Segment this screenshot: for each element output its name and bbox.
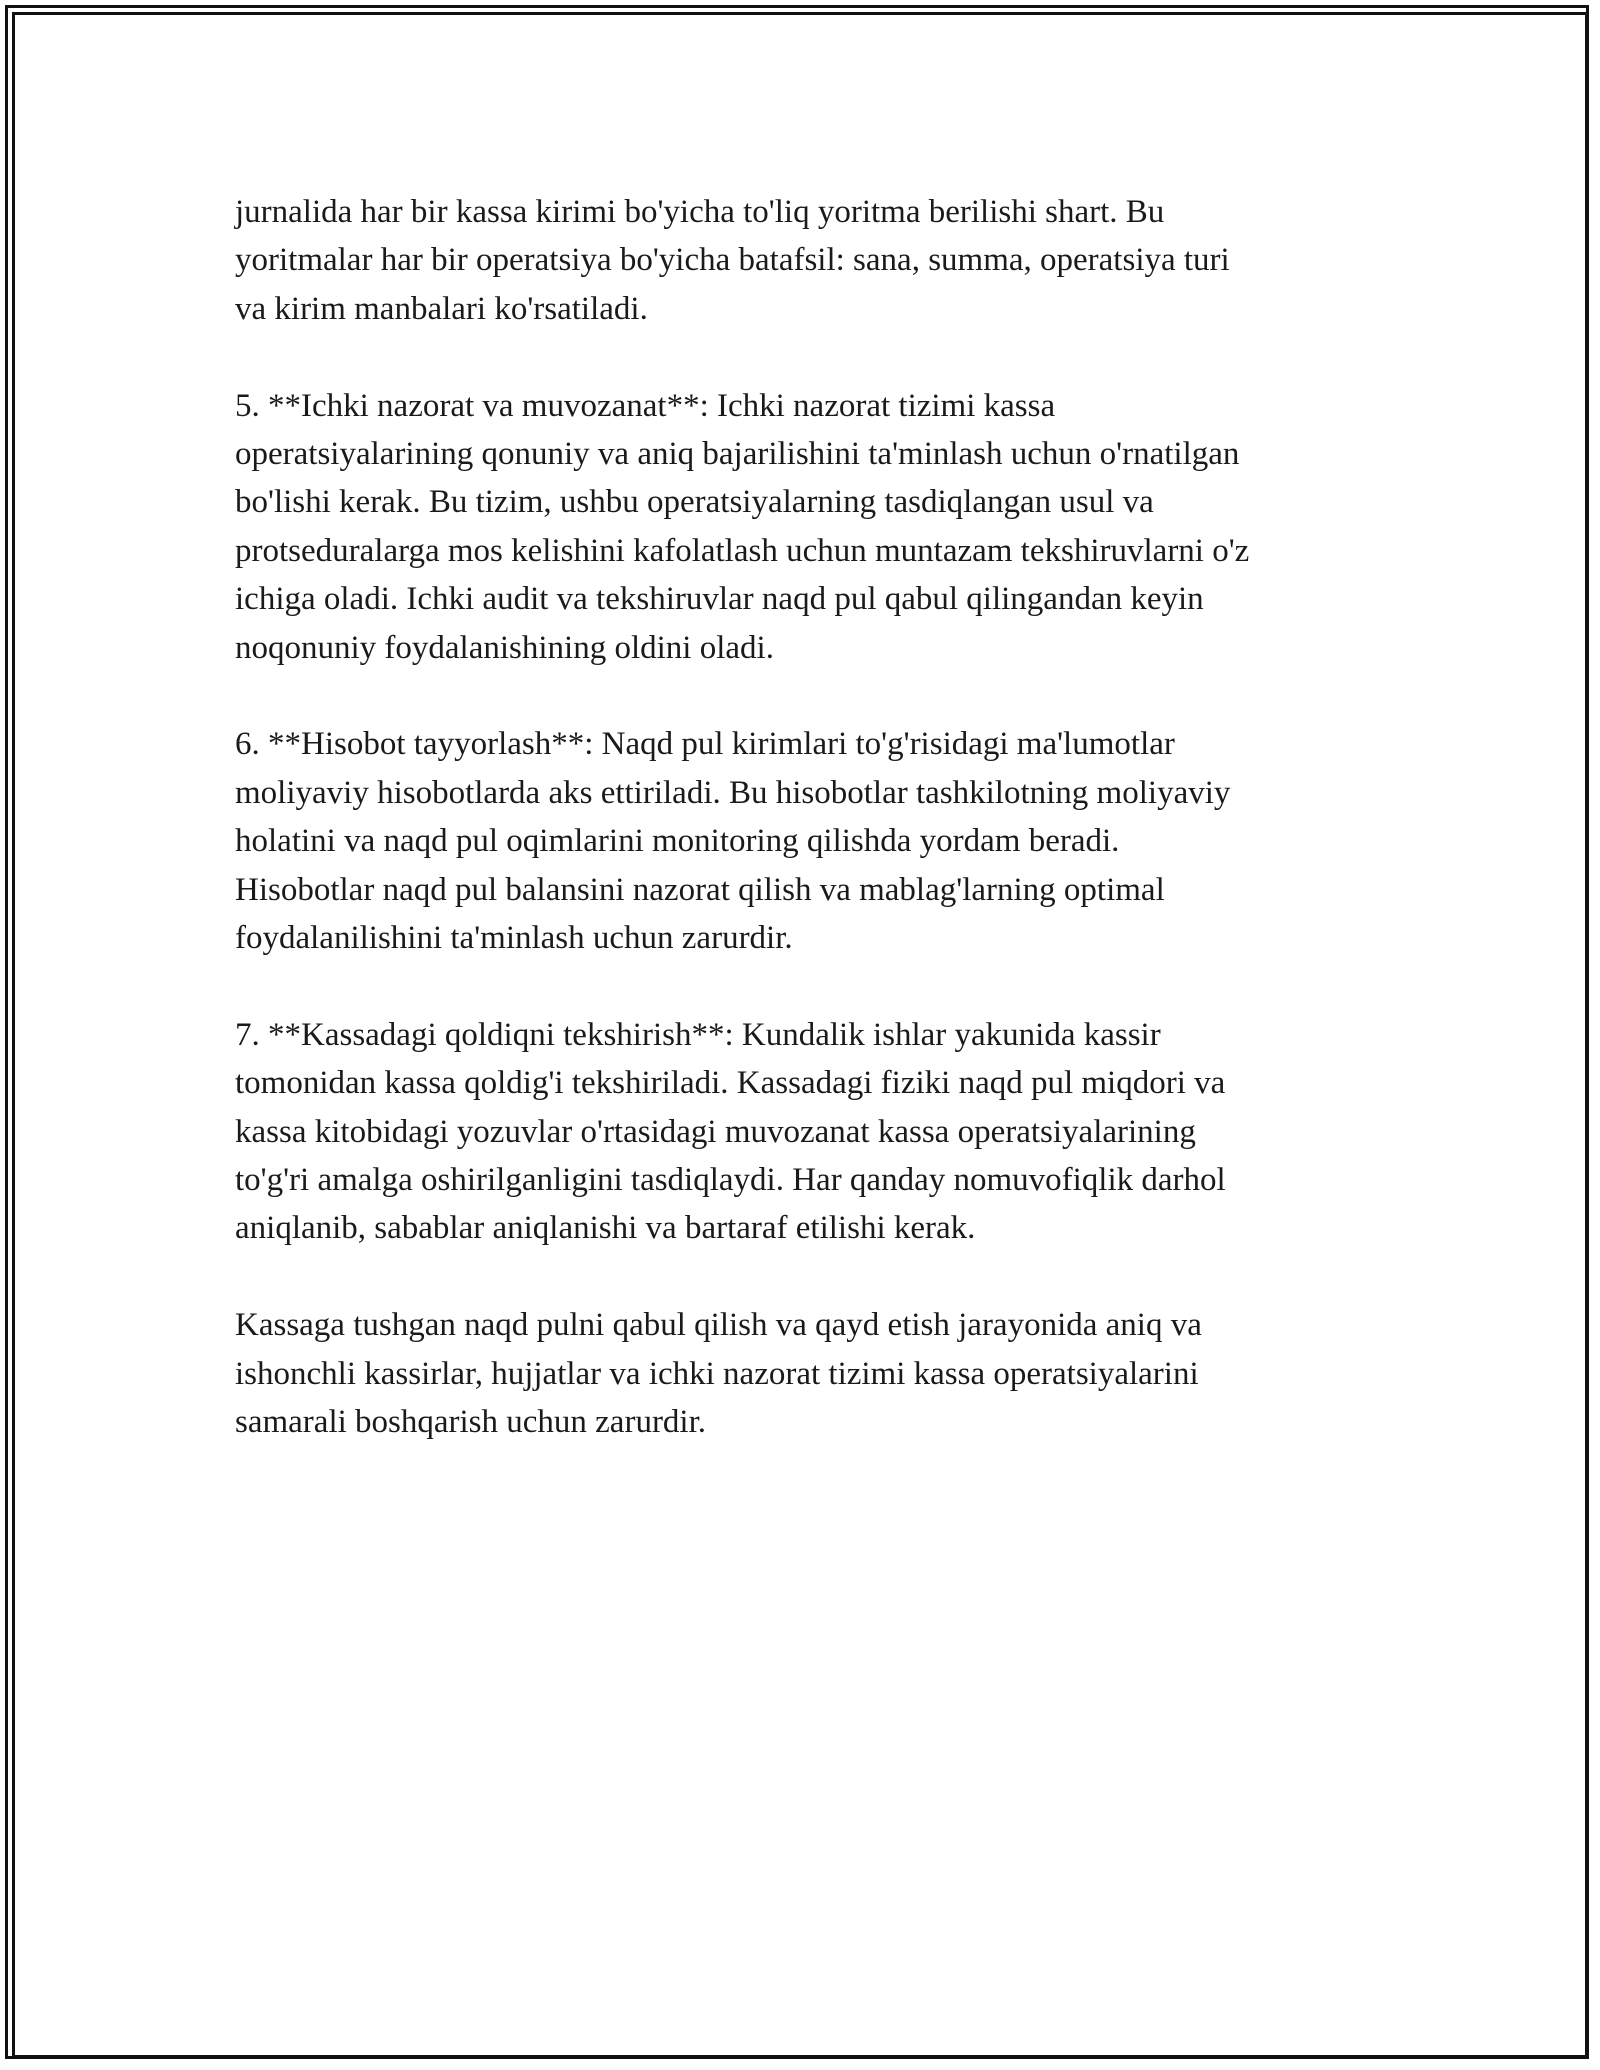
paragraph-gap [235, 672, 1365, 720]
paragraph-gap [235, 1253, 1365, 1301]
paragraph-gap [235, 333, 1365, 381]
paragraph-reporting: 6. **Hisobot tayyorlash**: Naqd pul kirimlari to'g'risidagi ma'lumotlar moliyaviy hisobotlarda aks ettiriladi. Bu hisobotlar tashkilotning moliyaviy holatini va naqd pul oqimlarini monitoring qilishda yordam beradi. Hisobotlar naqd pul balansini nazorat qilish va mablag'larning optimal foydalanilishini ta'minlash uchun zarurdir. [235, 726, 1231, 957]
document-body [235, 188, 1365, 1447]
paragraph-internal-control: 5. **Ichki nazorat va muvozanat**: Ichki nazorat tizimi kassa operatsiyalarining qonuniy va aniq bajarilishini ta'minlash uchun o'rnatilgan bo'lishi kerak. Bu tizim, ushbu operatsiyalarning tasdiqlangan usul va protseduralarga mos kelishini kafolatlash uchun muntazam tekshiruvlarni o'z ichiga oladi. Ichki audit va tekshiruvlar naqd pul qabul qilingandan keyin noqonuniy foydalanishining oldini oladi. [235, 387, 1250, 666]
paragraph-conclusion: Kassaga tushgan naqd pulni qabul qilish va qayd etish jarayonida aniq va ishonchli kassirlar, hujjatlar va ichki nazorat tizimi kassa operatsiyalarini samarali boshqarish uchun zarurdir. [235, 1307, 1202, 1441]
paragraph-journal-coverage: jurnalida har bir kassa kirimi bo'yicha to'liq yoritma berilishi shart. Bu yoritmalar har bir operatsiya bo'yicha batafsil: sana, summa, operatsiya turi va kirim manbalari ko'rsatiladi. [235, 194, 1230, 327]
paragraph-cash-balance-check: 7. **Kassadagi qoldiqni tekshirish**: Kundalik ishlar yakunida kassir tomonidan kassa qoldig'i tekshiriladi. Kassadagi fiziki naqd pul miqdori va kassa kitobidagi yozuvlar o'rtasidagi muvozanat kassa operatsiyalarining to'g'ri amalga oshirilganligini tasdiqlaydi. Har qanday nomuvofiqlik darhol aniqlanib, sabablar aniqlanishi va bartaraf etilishi kerak. [235, 1016, 1226, 1247]
paragraph-gap [235, 962, 1365, 1010]
